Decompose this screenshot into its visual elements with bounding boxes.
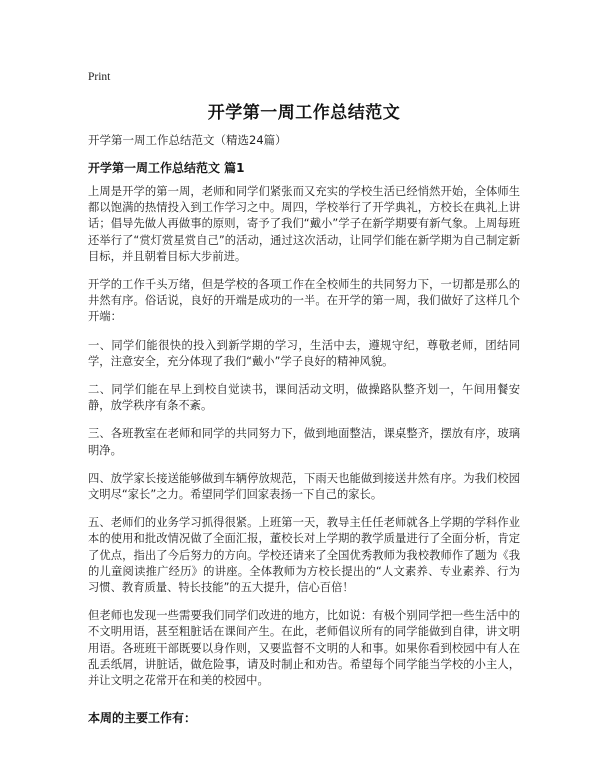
paragraph: 一、同学们能很快的投入到新学期的学习，生活中去，遵规守纪，尊敬老师，团结同学，注意安全，充分体现了我们“戴小”学子良好的精神风貌。 bbox=[88, 338, 520, 368]
section-heading: 开学第一周工作总结范文 篇1 bbox=[88, 161, 245, 175]
document-subtitle: 开学第一周工作总结范文（精选24篇） bbox=[88, 133, 287, 147]
paragraph: 四、放学家长接送能够做到车辆停放规范，下雨天也能做到接送井然有序。为我们校园文明尽“家长”之力。希望同学们回家表扬一下自己的家长。 bbox=[88, 471, 520, 502]
weekly-work-heading: 本周的主要工作有： bbox=[88, 711, 197, 725]
paragraph: 二、同学们能在早上到校自觉读书，课间活动文明，做操路队整齐划一，午间用餐安静，放学秩序有条不紊。 bbox=[88, 383, 520, 413]
paragraph: 开学的工作千头万绪，但是学校的各项工作在全校师生的共同努力下，一切都是那么的井然有序。俗话说，良好的开端是成功的一半。在开学的第一周，我们做好了这样几个开端： bbox=[88, 278, 520, 324]
page-title: 开学第一周工作总结范文 bbox=[207, 103, 401, 123]
paragraph: 三、各班教室在老师和同学的共同努力下，做到地面整洁，课桌整齐，摆放有序，玻璃明净。 bbox=[88, 427, 520, 457]
paragraph: 上周是开学的第一周，老师和同学们紧张而又充实的学校生活已经悄然开始，全体师生都以饱满的热情投入到工作学习之中。周四，学校举行了开学典礼，方校长在典礼上讲话；倡导先做人再做事的原则，寄予了我们“戴小”学子在新学期要有新气象。上周每班还举行了“赏灯赏星赏自己”的活动，通过这次活动，让同学们能在新学期为自己制定新目标，并且朝着目标大步前进。 bbox=[88, 185, 520, 263]
paragraph: 但老师也发现一些需要我们同学们改进的地方，比如说：有极个别同学把一些生活中的不文明用语，甚至粗脏话在课间产生。在此，老师倡议所有的同学能做到自律，讲文明用语。各班班干部既要以身作则，又要监督不文明的人和事。如果你看到校园中有人在乱丢纸屑，讲脏话，做危险事，请及时制止和劝告。希望每个同学能当学校的小主人，并让文明之花常开在和美的校园中。 bbox=[88, 609, 520, 688]
article-body bbox=[88, 184, 520, 701]
paragraph: 五、老师们的业务学习抓得很紧。上班第一天，教导主任任老师就各上学期的学科作业本的使用和批改情况做了全面汇报，董校长对上学期的教学质量进行了全面分析，肯定了优点，指出了今后努力的方向。学校还请来了全国优秀教师为我校教师作了题为《我的儿童阅读推广经历》的讲座。全体教师为方校长提出的“人文素养、专业素养、行为习惯、教育质量、特长技能”的五大提升，信心百倍！ bbox=[88, 516, 520, 595]
print-link[interactable]: Print bbox=[88, 71, 111, 83]
